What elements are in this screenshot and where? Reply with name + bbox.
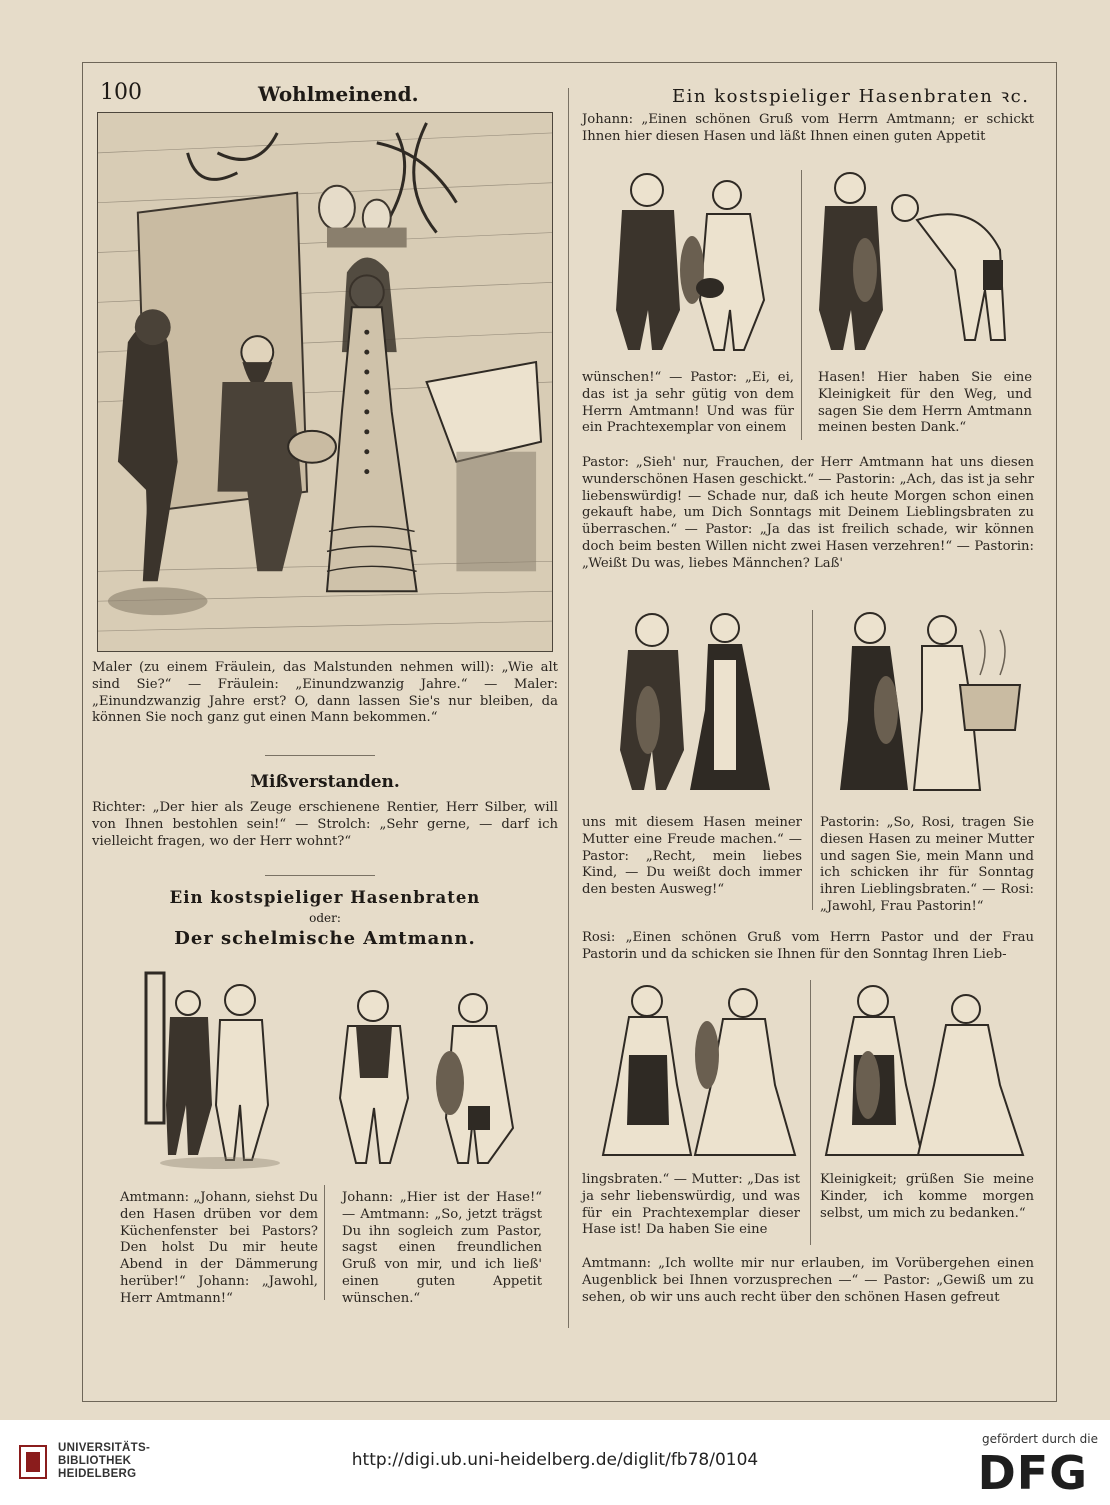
dfg-logo: DFG [977, 1446, 1088, 1500]
story-title-oder: oder: [309, 911, 341, 925]
library-name-line2: BIBLIOTHEK [58, 1455, 132, 1467]
digitization-footer [0, 1420, 1110, 1505]
right-panel-divider-1 [801, 170, 802, 440]
story-right-row3-right: Kleinigkeit; grüßen Sie meine Kinder, ich komme morgen selbst, um mich zu bedanken.“ [820, 1172, 1034, 1221]
painter-studio-illustration [97, 112, 553, 652]
missverstanden-title: Mißverstanden. [250, 772, 400, 792]
story-left-caption-1: Amtmann: „Johann, siehst Du den Hasen drüben vor dem Küchenfenster bei Pastors? Den holst Du mir heute Abend in der Dämmerung herüber!“ Johann: „Jawohl, Herr Amtmann!“ [120, 1190, 318, 1306]
cartoon-panel-johann-bows [805, 160, 1035, 360]
right-panel-divider-2 [812, 610, 813, 910]
cartoon-panel-johann-hare [318, 978, 533, 1175]
story-right-rosi: Rosi: „Einen schönen Gruß vom Herrn Pastor und der Frau Pastorin und da schicken sie Ihnen für den Sonntag Ihren Lieb- [582, 930, 1034, 962]
source-url[interactable]: http://digi.ub.uni-heidelberg.de/diglit/fb78/0104 [351, 1450, 759, 1470]
section-divider-1 [265, 755, 375, 756]
library-name-line3: HEIDELBERG [58, 1468, 137, 1480]
story-right-row2-left: uns mit diesem Hasen meiner Mutter eine Freude machen.“ — Pastor: „Recht, mein liebes Kind, — Du weißt doch immer den besten Ausweg!“ [582, 815, 802, 898]
story-right-row1-right: Hasen! Hier haben Sie eine Kleinigkeit für den Weg, und sagen Sie dem Herrn Amtmann meinen besten Dank.“ [818, 370, 1032, 436]
missverstanden-text: Richter: „Der hier als Zeuge erschienene Rentier, Herr Silber, will von Ihnen bestohlen sein!“ — Strolch: „Sehr gerne, — darf ich vielleicht fragen, wo der Herr wohnt?“ [92, 800, 558, 849]
story-title-line2: Der schelmische Amtmann. [174, 928, 476, 949]
cartoon-panel-amtmann-window [140, 965, 300, 1175]
left-header-title: Wohlmeinend. [258, 82, 419, 106]
sponsor-caption: gefördert durch die [982, 1432, 1098, 1446]
page-number: 100 [100, 80, 142, 105]
column-divider [568, 88, 569, 1328]
cartoon-panel-rosi-tub [830, 600, 1035, 800]
right-panel-divider-3 [810, 980, 811, 1245]
story-left-caption-2: Johann: „Hier ist der Hase!“ — Amtmann: „So, jetzt trägst Du ihn sogleich zum Pastor, sagst einen freundlichen Gruß von mir, und ich ließ' einen guten Appetit wünschen.“ [342, 1190, 542, 1306]
left-caption-divider [324, 1185, 325, 1300]
story-right-final: Amtmann: „Ich wollte mir nur erlauben, im Vorübergehen einen Augenblick bei Ihnen vorzusprechen —“ — Pastor: „Gewiß um zu sehen, ob wir uns auch recht über den schönen Hasen gefreut [582, 1256, 1034, 1305]
cartoon-panel-mother-thanks [818, 975, 1033, 1165]
cartoon-panel-mother-receives [595, 975, 805, 1165]
library-name-line1: UNIVERSITÄTS- [58, 1442, 151, 1454]
story-right-row3-left: lingsbraten.“ — Mutter: „Das ist ja sehr liebenswürdig, und was für ein Prachtexemplar dieser Hase ist! Da haben Sie eine [582, 1172, 800, 1238]
right-header-title: Ein kostspieliger Hasenbraten ꝛc. [672, 86, 1030, 107]
wohlmeinend-caption: Maler (zu einem Fräulein, das Malstunden nehmen will): „Wie alt sind Sie?“ — Fräulein: „Einundzwanzig Jahre.“ — Maler: „Einundzwanzig Jahre erst? O, dann lassen Sie's nur bleiben, da können Sie noch ganz gut einen Mann bekommen.“ [92, 660, 558, 726]
cartoon-panel-pastor-wife [600, 600, 790, 800]
story-right-intro: Johann: „Einen schönen Gruß vom Herrn Amtmann; er schickt Ihnen hier diesen Hasen und läßt Ihnen einen guten Appetit [582, 112, 1034, 144]
story-right-row1-left: wünschen!“ — Pastor: „Ei, ei, das ist ja sehr gütig von dem Herrn Amtmann! Und was für ein Prachtexemplar von einem [582, 370, 794, 436]
story-right-row2-right: Pastorin: „So, Rosi, tragen Sie diesen Hasen zu meiner Mutter und sagen Sie, mein Mann und ich schicken ihr für Sonntag ihren Lieblingsbraten.“ — Rosi: „Jawohl, Frau Pastorin!“ [820, 815, 1034, 914]
section-divider-2 [265, 875, 375, 876]
story-right-middle: Pastor: „Sieh' nur, Frauchen, der Herr Amtmann hat uns diesen wunderschönen Hasen geschickt.“ — Pastorin: „Ach, das ist ja sehr liebenswürdig! — Schade nur, daß ich heute Morgen schon einen gekauft habe, um Dich Sonntags mit Deinem Lieblingsbraten zu überraschen.“ — Pastor: „Ja das ist freilich schade, wir können doch beim besten Willen nicht zwei Hasen verzehren!“ — Pastorin: „Weißt Du was, liebes Männchen? Laß' [582, 455, 1034, 571]
story-title-line1: Ein kostspieliger Hasenbraten [169, 888, 481, 907]
cartoon-panel-pastor-receives [592, 160, 792, 360]
